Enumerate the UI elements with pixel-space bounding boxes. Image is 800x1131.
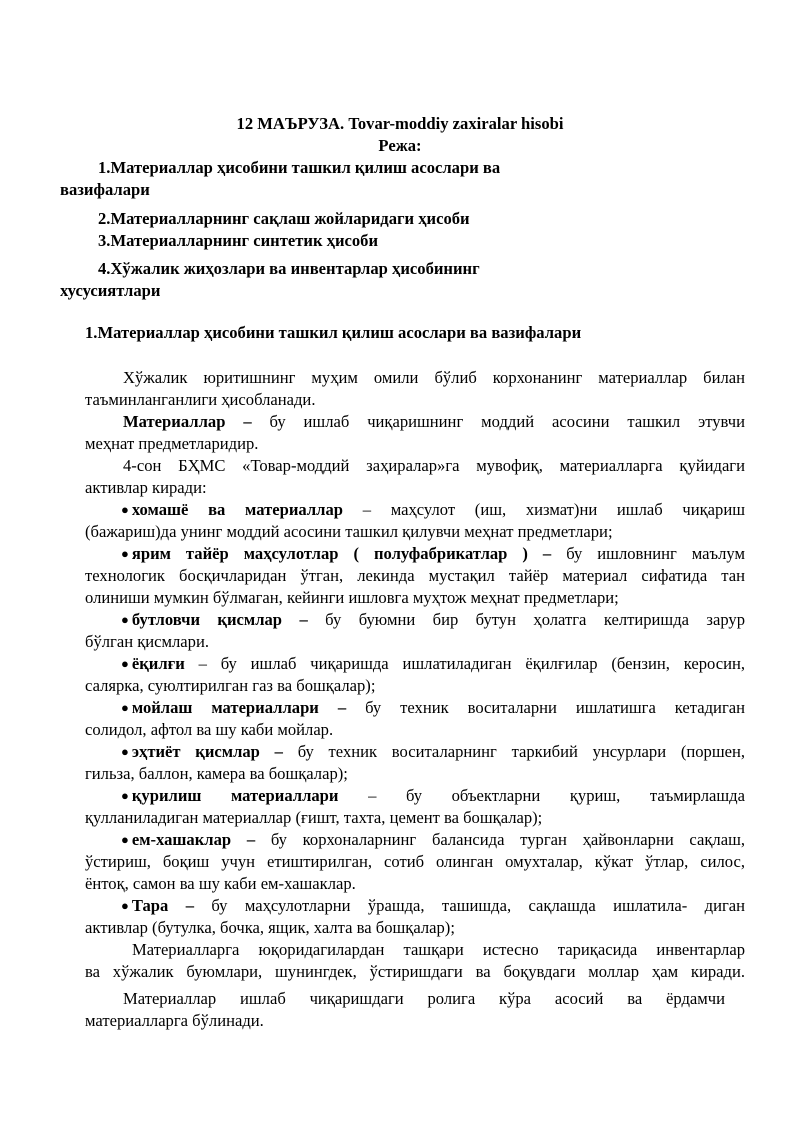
list-item-continuation: солидол, афтол ва шу каби мойлар. <box>85 720 334 739</box>
list-item-continuation: олиниши мумкин бўлмаган, кейинги ишловга муҳтож меҳнат предметлари; <box>85 588 619 607</box>
plan-label: Режа: <box>378 136 422 155</box>
list-item-text: – бу объектларни қуриш, таъмирлашда <box>368 786 745 805</box>
bullet-icon: ● <box>121 744 129 759</box>
bullet-icon: ● <box>121 612 129 627</box>
section-heading: 1.Материаллар ҳисобини ташкил қилиш асослари ва вазифалари <box>85 323 582 342</box>
list-item-term: Тара – <box>131 896 194 915</box>
bullet-icon: ● <box>121 788 129 803</box>
list-item-term: ёқилғи <box>131 654 185 673</box>
inventory-line-1: Материалларга юқоридагилардан ташқари истесно тариқасида инвентарлар <box>132 940 745 959</box>
standard-line-1: 4-сон БҲМС «Товар-моддий заҳиралар»га мувофиқ, материалларга қуйидаги <box>123 456 745 475</box>
bullet-icon: ● <box>121 656 129 671</box>
list-item-term: ярим тайёр маҳсулотлар ( полуфабрикатлар ) – <box>131 544 552 563</box>
plan-item-4-line-1: 4.Хўжалик жиҳозлари ва инвентарлар ҳисобининг <box>98 259 480 278</box>
list-item-term: мойлаш материаллари – <box>131 698 347 717</box>
list-item <box>121 544 745 565</box>
list-item <box>121 698 745 719</box>
definition-line-2: меҳнат предметларидир. <box>85 434 259 453</box>
list-item-term: бутловчи қисмлар – <box>131 610 308 629</box>
list-item <box>121 654 745 675</box>
list-item-text: – маҳсулот (иш, хизмат)ни ишлаб чиқариш <box>362 500 745 519</box>
list-item-text: бу буюмни бир бутун ҳолатга келтиришда зарур <box>325 610 746 629</box>
list-item-continuation: қулланиладиган материаллар (ғишт, тахта, цемент ва бошқалар); <box>85 808 543 827</box>
list-item <box>121 610 745 631</box>
list-item-text: бу техник воситаларни ишлатишга кетадиган <box>365 698 745 717</box>
classification-line-2: материалларга бўлинади. <box>85 1011 264 1030</box>
list-item-continuation: ўстириш, боқиш учун етиштирилган, сотиб олинган омухталар, кўкат ўтлар, силос, <box>85 852 745 871</box>
list-item-term: ем-хашаклар – <box>131 830 256 849</box>
list-item-text: бу техник воситаларнинг таркибий унсурлари (поршен, <box>297 742 745 761</box>
list-item-text: – бу ишлаб чиқаришда ишлатиладиган ёқилғилар (бензин, керосин, <box>198 654 745 673</box>
list-item-continuation: технологик босқичларидан ўтган, лекинда мустақил тайёр материал сифатида тан <box>85 566 745 585</box>
list-item-text: бу маҳсулотларни ўрашда, ташишда, сақлашда ишлатила- диган <box>211 896 745 915</box>
classification-line-1: Материаллар ишлаб чиқаришдаги ролига кўра асосий ва ёрдамчи <box>123 989 725 1008</box>
list-item <box>121 500 745 521</box>
bullet-icon: ● <box>121 832 129 847</box>
plan-item-4-line-2: хусусиятлари <box>60 281 161 300</box>
definition-line-1 <box>123 412 745 432</box>
list-item <box>121 786 745 807</box>
list-item-continuation: ёнтоқ, самон ва шу каби ем-хашаклар. <box>85 874 356 893</box>
list-item-term: эҳтиёт қисмлар – <box>131 742 283 761</box>
list-item-continuation: гильза, баллон, камера ва бошқалар); <box>85 764 348 783</box>
bullet-icon: ● <box>121 502 129 517</box>
list-item-continuation: (бажариш)да унинг моддий асосини ташкил қилувчи меҳнат предметлари; <box>85 522 613 541</box>
list-item-term: қурилиш материаллари <box>131 786 339 805</box>
list-item-continuation: бўлган қисмлари. <box>85 632 209 651</box>
plan-item-3: 3.Материалларнинг синтетик ҳисоби <box>98 231 379 250</box>
list-item <box>121 896 745 917</box>
intro-line-2: таъминланганлиги ҳисобланади. <box>85 390 316 409</box>
bullet-icon: ● <box>121 546 129 561</box>
list-item <box>121 742 745 763</box>
list-item <box>121 830 745 851</box>
bullet-icon: ● <box>121 700 129 715</box>
list-item-term: хомашё ва материаллар <box>131 500 343 519</box>
standard-line-2: активлар киради: <box>85 478 207 497</box>
list-item-text: бу ишловнинг маълум <box>566 544 745 563</box>
list-item-text: бу корхоналарнинг балансида турган ҳайвонларни сақлаш, <box>270 830 745 849</box>
bullet-icon: ● <box>121 898 129 913</box>
intro-line-1: Хўжалик юритишнинг муҳим омили бўлиб корхонанинг материаллар билан <box>123 368 745 387</box>
plan-item-1-line-2: вазифалари <box>60 180 150 199</box>
inventory-line-2: ва хўжалик буюмлари, шунингдек, ўстиришдаги ва боқувдаги моллар ҳам киради. <box>85 962 745 981</box>
definition-text: бу ишлаб чиқаришнинг моддий асосини ташкил этувчи <box>269 412 745 431</box>
list-item-continuation: активлар (бутулка, бочка, ящик, халта ва бошқалар); <box>85 918 455 937</box>
document-title: 12 МАЪРУЗА. Tovar-moddiy zaxiralar hisobi <box>236 114 564 133</box>
plan-item-2: 2.Материалларнинг сақлаш жойларидаги ҳисоби <box>98 209 470 228</box>
plan-item-1-line-1: 1.Материаллар ҳисобини ташкил қилиш асослари ва <box>98 158 501 177</box>
list-item-continuation: салярка, суюлтирилган газ ва бошқалар); <box>85 676 376 695</box>
definition-term: Материаллар – <box>123 412 252 431</box>
